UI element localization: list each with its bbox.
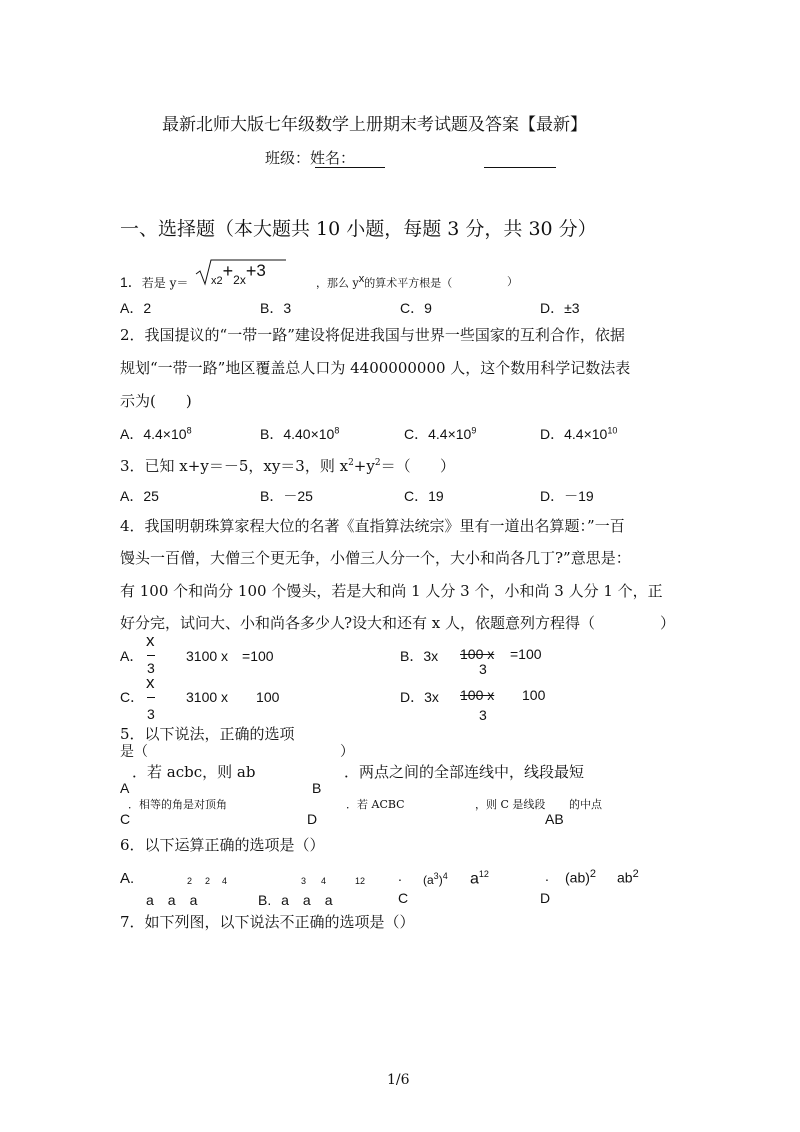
q4-a-rest: 3100 x =100 (186, 648, 274, 664)
q4-line-1: 4．我国明朝珠算家程大位的名著《直指算法统宗》里有一道出名算题：”一百 (120, 517, 625, 535)
q2-c-base: C．4.4×10 (404, 426, 472, 442)
q1-sup: x (358, 273, 365, 285)
q2-a-exp: 8 (186, 425, 192, 436)
q5-label-c: C (120, 811, 131, 827)
q3-option-c: C．19 (404, 488, 444, 504)
q2-option-a (120, 424, 192, 444)
q4-d-numerator: 100 x (460, 687, 495, 703)
q4-option-c-label: C． (120, 689, 145, 705)
q4-line-4b: ?设大和还有 x 人，依题意列方程得（ (344, 614, 596, 632)
q3-option-b: B．－25 (260, 488, 313, 504)
q4-a-frac-bar (147, 655, 155, 656)
q6-b-exp-1: 3 (301, 876, 307, 886)
q5-statement-d: ．若 ACBC (346, 798, 405, 811)
q2-b-exp: 8 (334, 425, 340, 436)
q5-statement-d-end: 的中点 (569, 798, 602, 811)
q4-c-numerator: x (146, 673, 155, 692)
class-name-line (265, 147, 355, 168)
q2-d-base: D．4.4×10 (540, 426, 608, 442)
q1-option-b: B．3 (260, 300, 292, 316)
q4-line-4a: 好分完，试问大、小和尚各多少人 (120, 614, 346, 632)
q6-label-d: D (540, 890, 551, 906)
q3-sup-2: 2 (374, 458, 381, 468)
q2-option-b (260, 424, 339, 444)
q1-tail-text: 的算术平方根是（ (364, 276, 453, 290)
q4-b-rest: =100 (510, 646, 542, 662)
q6-option-d-expr (565, 868, 596, 886)
q6-d-rhs-base: ab (617, 869, 633, 886)
q6-option-d-rhs (617, 868, 639, 886)
page-number: 1/6 (387, 1072, 410, 1088)
q6-label-a: A. (120, 870, 135, 887)
q6-c-sup-1: 3 (433, 871, 439, 881)
q7-line: 7．如下列图，以下说法不正确的选项是（） (120, 913, 415, 931)
q4-d-denominator: 3 (479, 707, 487, 723)
q1-option-d: D．±3 (540, 300, 580, 316)
q2-line-3: 示为( ) (120, 392, 192, 410)
q3-text-b: +y (353, 457, 375, 475)
q6-label-c: C (398, 890, 409, 906)
q2-line-2: 规划“一带一路”地区覆盖总人口为 4400000000 人，这个数用科学记数法表 (120, 359, 631, 377)
q2-c-exp: 9 (471, 425, 477, 436)
q4-c-rest: 3100 x 100 (186, 689, 280, 705)
q6-dot-d: . (545, 868, 549, 884)
q4-line-4c: ） (660, 614, 676, 632)
q5-statement-c: ．相等的角是对顶角 (128, 798, 227, 811)
rad-term-a: x2 (211, 275, 223, 287)
q5-label-b: B (312, 780, 322, 796)
q2-line-1: 2．我国提议的“一带一路”建设将促进我国与世界一些国家的互利合作，依据 (120, 326, 625, 344)
blank-underline (484, 167, 556, 168)
q2-a-base: A．4.4×10 (120, 426, 187, 442)
q4-option-d-label: D．3x (400, 689, 439, 705)
q5-line-1: 5．以下说法，正确的选项 (120, 725, 295, 743)
q1-number: 1． (120, 274, 142, 290)
q4-a-denominator: 3 (147, 660, 155, 676)
q6-c-rhs-base: a (470, 870, 479, 888)
q6-line: 6．以下运算正确的选项是（） (120, 836, 325, 854)
q1-option-a: A．2 (120, 300, 152, 316)
q6-a-exp-2: 2 (205, 876, 211, 886)
q1-prefix: 若是 y＝ (141, 276, 189, 290)
q1-tail (316, 273, 452, 291)
q1-close: ） (507, 275, 518, 288)
q6-dot-c: . (398, 868, 402, 884)
q5-statement-a: ．若 acbc，则 ab (132, 763, 256, 781)
q3-text-c: ＝（ (380, 457, 411, 475)
section-heading: 一、选择题（本大题共 10 小题，每题 3 分，共 30 分） (120, 218, 597, 240)
q1-radicand (211, 261, 266, 289)
q6-row2-b: B. a a a (258, 892, 333, 908)
q3-text (120, 455, 411, 476)
q2-option-c (404, 424, 476, 444)
q1-option-c: C．9 (400, 300, 432, 316)
q4-c-frac-bar (147, 697, 155, 698)
q6-c-paren: ) (438, 873, 443, 887)
q6-a-exp-3: 4 (222, 876, 228, 886)
q3-text-a: 3．已知 x+y＝－5，xy＝3，则 x (120, 457, 349, 475)
q5-label-a: A (120, 780, 130, 796)
q3-sup-1: 2 (348, 458, 354, 468)
q1-mid: ，那么 y (316, 276, 359, 290)
rad-term-b: 2x (233, 273, 246, 287)
q6-c-rhs-sup: 12 (478, 869, 489, 879)
q6-d-rhs-sup: 2 (632, 868, 639, 880)
q4-line-3: 有 100 个和尚分 100 个馒头，若是大和尚 1 人分 3 个，小和尚 3 人分 1 个，正 (120, 582, 663, 600)
q1-text (120, 272, 188, 292)
q4-line-2: 馒头一百僧，大僧三个更无争，小僧三人分一个，大小和尚各几丁?”意思是： (120, 549, 631, 567)
rad-plus-1: + (222, 261, 234, 281)
q4-a-numerator: x (146, 631, 155, 650)
q6-b-exp-2: 4 (321, 876, 327, 886)
q6-c-base: (a (423, 873, 434, 887)
q2-option-d (540, 424, 617, 444)
q6-b-exp-3: 12 (355, 876, 366, 886)
q3-option-d: D．－19 (540, 488, 594, 504)
q3-close: ） (440, 457, 456, 475)
q4-d-rest: 100 (522, 687, 546, 703)
q6-d-sup: 2 (589, 868, 597, 880)
q5-label-d: D (307, 811, 318, 827)
q2-b-base: B．4.40×10 (260, 426, 335, 442)
q6-row2-a: a a a (146, 892, 198, 908)
q4-option-a-label: A． (120, 648, 144, 664)
q4-b-numerator: 100 x (460, 646, 495, 662)
q6-option-c-expr (423, 871, 448, 887)
q5-statement-d-mid: ，则 C 是线段 (475, 798, 546, 811)
q5-line-2: 是（ (120, 744, 148, 760)
q6-d-base: (ab) (565, 869, 590, 886)
q5-line-2-close: ） (340, 744, 354, 760)
q6-option-c-rhs (470, 869, 489, 888)
q4-c-denominator: 3 (147, 706, 155, 722)
q5-statement-b: ．两点之间的全部连线中，线段最短 (344, 763, 585, 781)
q2-d-exp: 10 (607, 425, 618, 436)
rad-plus-2: + (245, 261, 257, 281)
q4-option-b-label: B．3x (400, 648, 439, 664)
q6-a-exp-1: 2 (187, 876, 193, 886)
q3-option-a: A．25 (120, 488, 159, 504)
q6-c-sup-2: 4 (442, 871, 448, 881)
q4-b-denominator: 3 (479, 661, 487, 677)
class-name-label: 班级：姓名： (265, 149, 356, 167)
page-title: 最新北师大版七年级数学上册期末考试题及答案【最新】 (162, 115, 587, 135)
rad-term-c: 3 (256, 261, 266, 280)
q5-segment-ab: AB (545, 811, 564, 827)
name-underline (315, 167, 385, 168)
